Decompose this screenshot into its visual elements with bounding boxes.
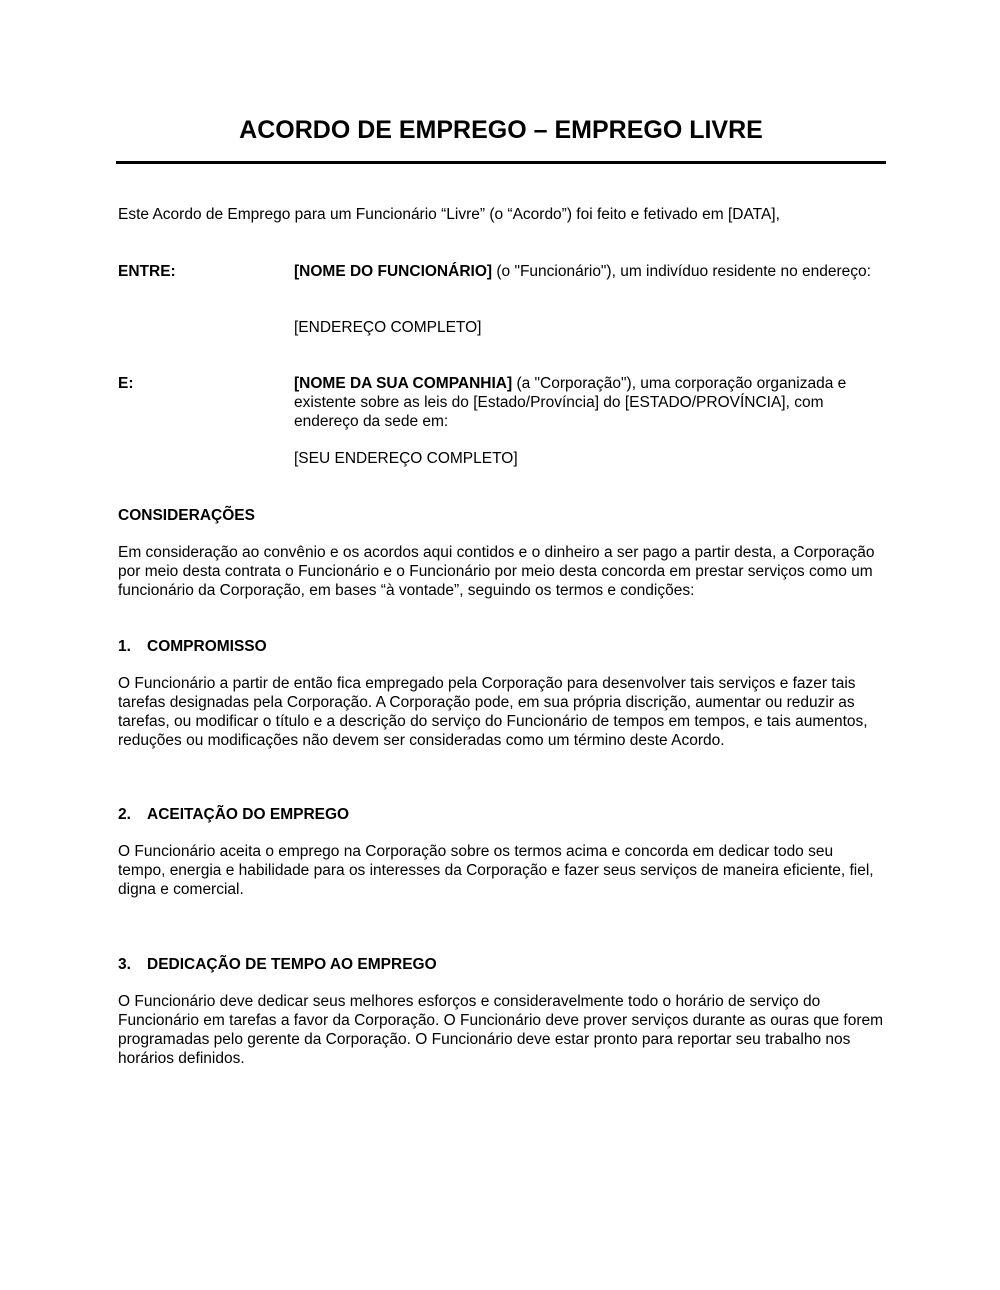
section-1-paragraph: O Funcionário a partir de então fica empregado pela Corporação para desenvolver tais serviços e fazer tais tarefas designadas pela Corporação. A Corporação pode, em sua própria discrição, aumentar ou reduzir as tarefas, ou modificar o título e a descrição do serviço do Funcionário de tempos em tempos, e tais aumentos, reduções ou modificações não devem ser consideradas como um término deste Acordo. <box>118 675 868 749</box>
section-1-title: COMPROMISSO <box>147 638 267 655</box>
party-employee-description <box>294 262 890 281</box>
section-1-heading <box>118 637 267 656</box>
section-3-number: 3. <box>118 956 131 973</box>
document-title: ACORDO DE EMPREGO – EMPREGO LIVRE <box>239 116 763 144</box>
company-name-placeholder: [NOME DA SUA COMPANHIA] <box>294 375 513 392</box>
section-3-heading <box>118 955 437 974</box>
section-2-number: 2. <box>118 806 131 823</box>
section-2-title: ACEITAÇÃO DO EMPREGO <box>147 806 350 823</box>
party-company-description <box>294 374 890 431</box>
section-2-heading <box>118 805 349 824</box>
employee-name-placeholder: [NOME DO FUNCIONÁRIO] <box>294 263 493 280</box>
intro-paragraph: Este Acordo de Emprego para um Funcionário “Livre” (o “Acordo”) foi feito e fetivado em [DATA], <box>118 206 780 223</box>
employee-description-text: (o "Funcionário"), um indivíduo residente no endereço: <box>492 263 871 280</box>
section-1-number: 1. <box>118 638 131 655</box>
party-label-between: ENTRE: <box>118 263 176 280</box>
considerations-heading: CONSIDERAÇÕES <box>118 507 255 524</box>
section-3-title: DEDICAÇÃO DE TEMPO AO EMPREGO <box>147 956 437 973</box>
section-3-paragraph: O Funcionário deve dedicar seus melhores esforços e consideravelmente todo o horário de serviço do Funcionário em tarefas a favor da Corporação. O Funcionário deve prover serviços durante as ouras que forem programadas pelo gerente da Corporação. O Funcionário deve estar pronto para reportar seu trabalho nos horários definidos. <box>118 993 884 1067</box>
company-description-text: (a "Corporação"), uma corporação organizada e existente sobre as leis do [Estado/Província] do [ESTADO/PROVÍNCIA], com endereço da sede em: <box>294 375 847 430</box>
employee-address-placeholder: [ENDEREÇO COMPLETO] <box>294 319 482 336</box>
title-underline <box>116 161 886 164</box>
company-address-placeholder: [SEU ENDEREÇO COMPLETO] <box>294 450 518 467</box>
considerations-paragraph: Em consideração ao convênio e os acordos aqui contidos e o dinheiro a ser pago a partir desta, a Corporação por meio desta contrata o Funcionário e o Funcionário por meio desta concorda em prestar serviços como um funcionário da Corporação, em bases “à vontade”, seguindo os termos e condições: <box>118 544 875 599</box>
party-label-and: E: <box>118 375 134 392</box>
section-2-paragraph: O Funcionário aceita o emprego na Corporação sobre os termos acima e concorda em dedicar todo seu tempo, energia e habilidade para os interesses da Corporação e fazer seus serviços de maneira eficiente, fiel, digna e comercial. <box>118 843 874 898</box>
